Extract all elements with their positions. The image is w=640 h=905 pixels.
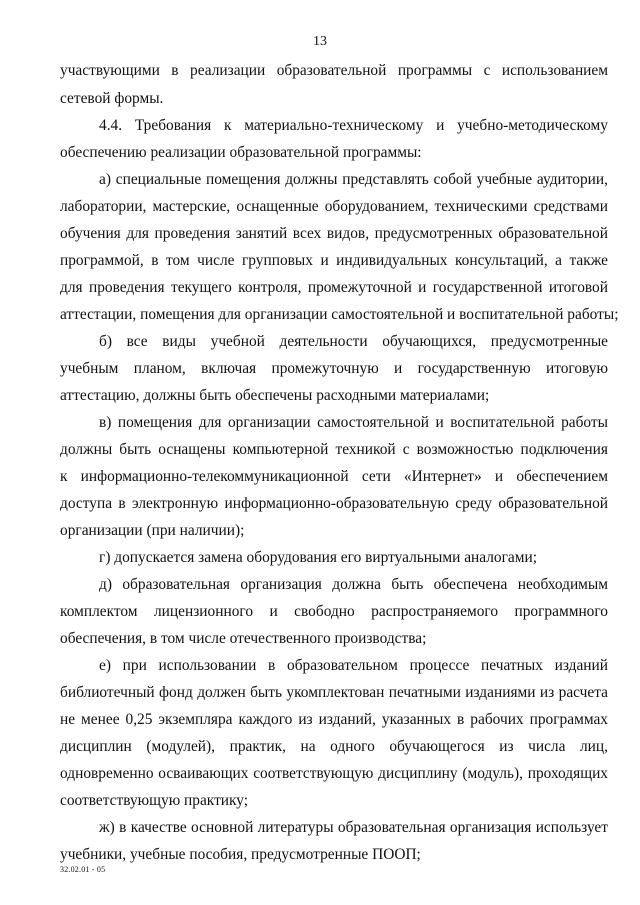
text-line: ж) в качестве основной литературы образовательная организация использует: [99, 819, 608, 836]
text-line: обеспечению реализации образовательной программы:: [60, 144, 422, 161]
text-line: программой, в том числе групповых и индивидуальных консультаций, а также: [60, 252, 608, 269]
text-line: комплектом лицензионного и свободно распространяемого программного: [60, 603, 608, 620]
text-line: дисциплин (модулей), практик, на одного обучающегося из числа лиц,: [60, 738, 608, 755]
text-line: обучения для проведения занятий всех видов, предусмотренных образовательной: [60, 225, 608, 242]
text-line: 4.4. Требования к материально-техническому и учебно-методическому: [99, 117, 608, 134]
text-line: г) допускается замена оборудования его виртуальными аналогами;: [99, 549, 537, 566]
text-line: сетевой формы.: [60, 90, 164, 107]
text-line: в) помещения для организации самостоятельной и воспитательной работы: [99, 414, 608, 431]
text-line: не менее 0,25 экземпляра каждого из изданий, указанных в рабочих программах: [60, 711, 608, 728]
text-line: для проведения текущего контроля, промежуточной и государственной итоговой: [60, 279, 608, 296]
text-line: лаборатории, мастерские, оснащенные оборудованием, техническими средствами: [60, 198, 608, 215]
text-line: аттестацию, должны быть обеспечены расходными материалами;: [60, 387, 490, 404]
text-line: доступа в электронную информационно-образовательную среду образовательной: [60, 495, 608, 512]
text-line: б) все виды учебной деятельности обучающихся, предусмотренные: [99, 333, 608, 350]
text-line: аттестации, помещения для организации самостоятельной и воспитательной работы;: [60, 306, 619, 323]
text-line: д) образовательная организация должна быть обеспечена необходимым: [99, 576, 608, 593]
text-line: учебным планом, включая промежуточную и государственную итоговую: [60, 360, 608, 377]
text-line: к информационно-телекоммуникационной сети «Интернет» и обеспечением: [60, 468, 608, 485]
text-line: участвующими в реализации образовательной программы с использованием: [60, 62, 608, 79]
text-line: должны быть оснащены компьютерной техникой с возможностью подключения: [60, 441, 608, 458]
text-line: учебники, учебные пособия, предусмотренные ПООП;: [60, 846, 421, 863]
text-line: одновременно осваивающих соответствующую дисциплину (модуль), проходящих: [60, 765, 608, 782]
text-line: организации (при наличии);: [60, 522, 245, 539]
page-number: 13: [313, 34, 327, 49]
text-line: соответствующую практику;: [60, 792, 249, 809]
text-line: обеспечения, в том числе отечественного производства;: [60, 630, 427, 647]
text-line: е) при использовании в образовательном процессе печатных изданий: [99, 657, 608, 674]
document-code: 32.02.01 - 05: [60, 865, 106, 874]
text-line: а) специальные помещения должны представлять собой учебные аудитории,: [99, 171, 608, 188]
text-line: библиотечный фонд должен быть укомплектован печатными изданиями из расчета: [60, 684, 608, 701]
